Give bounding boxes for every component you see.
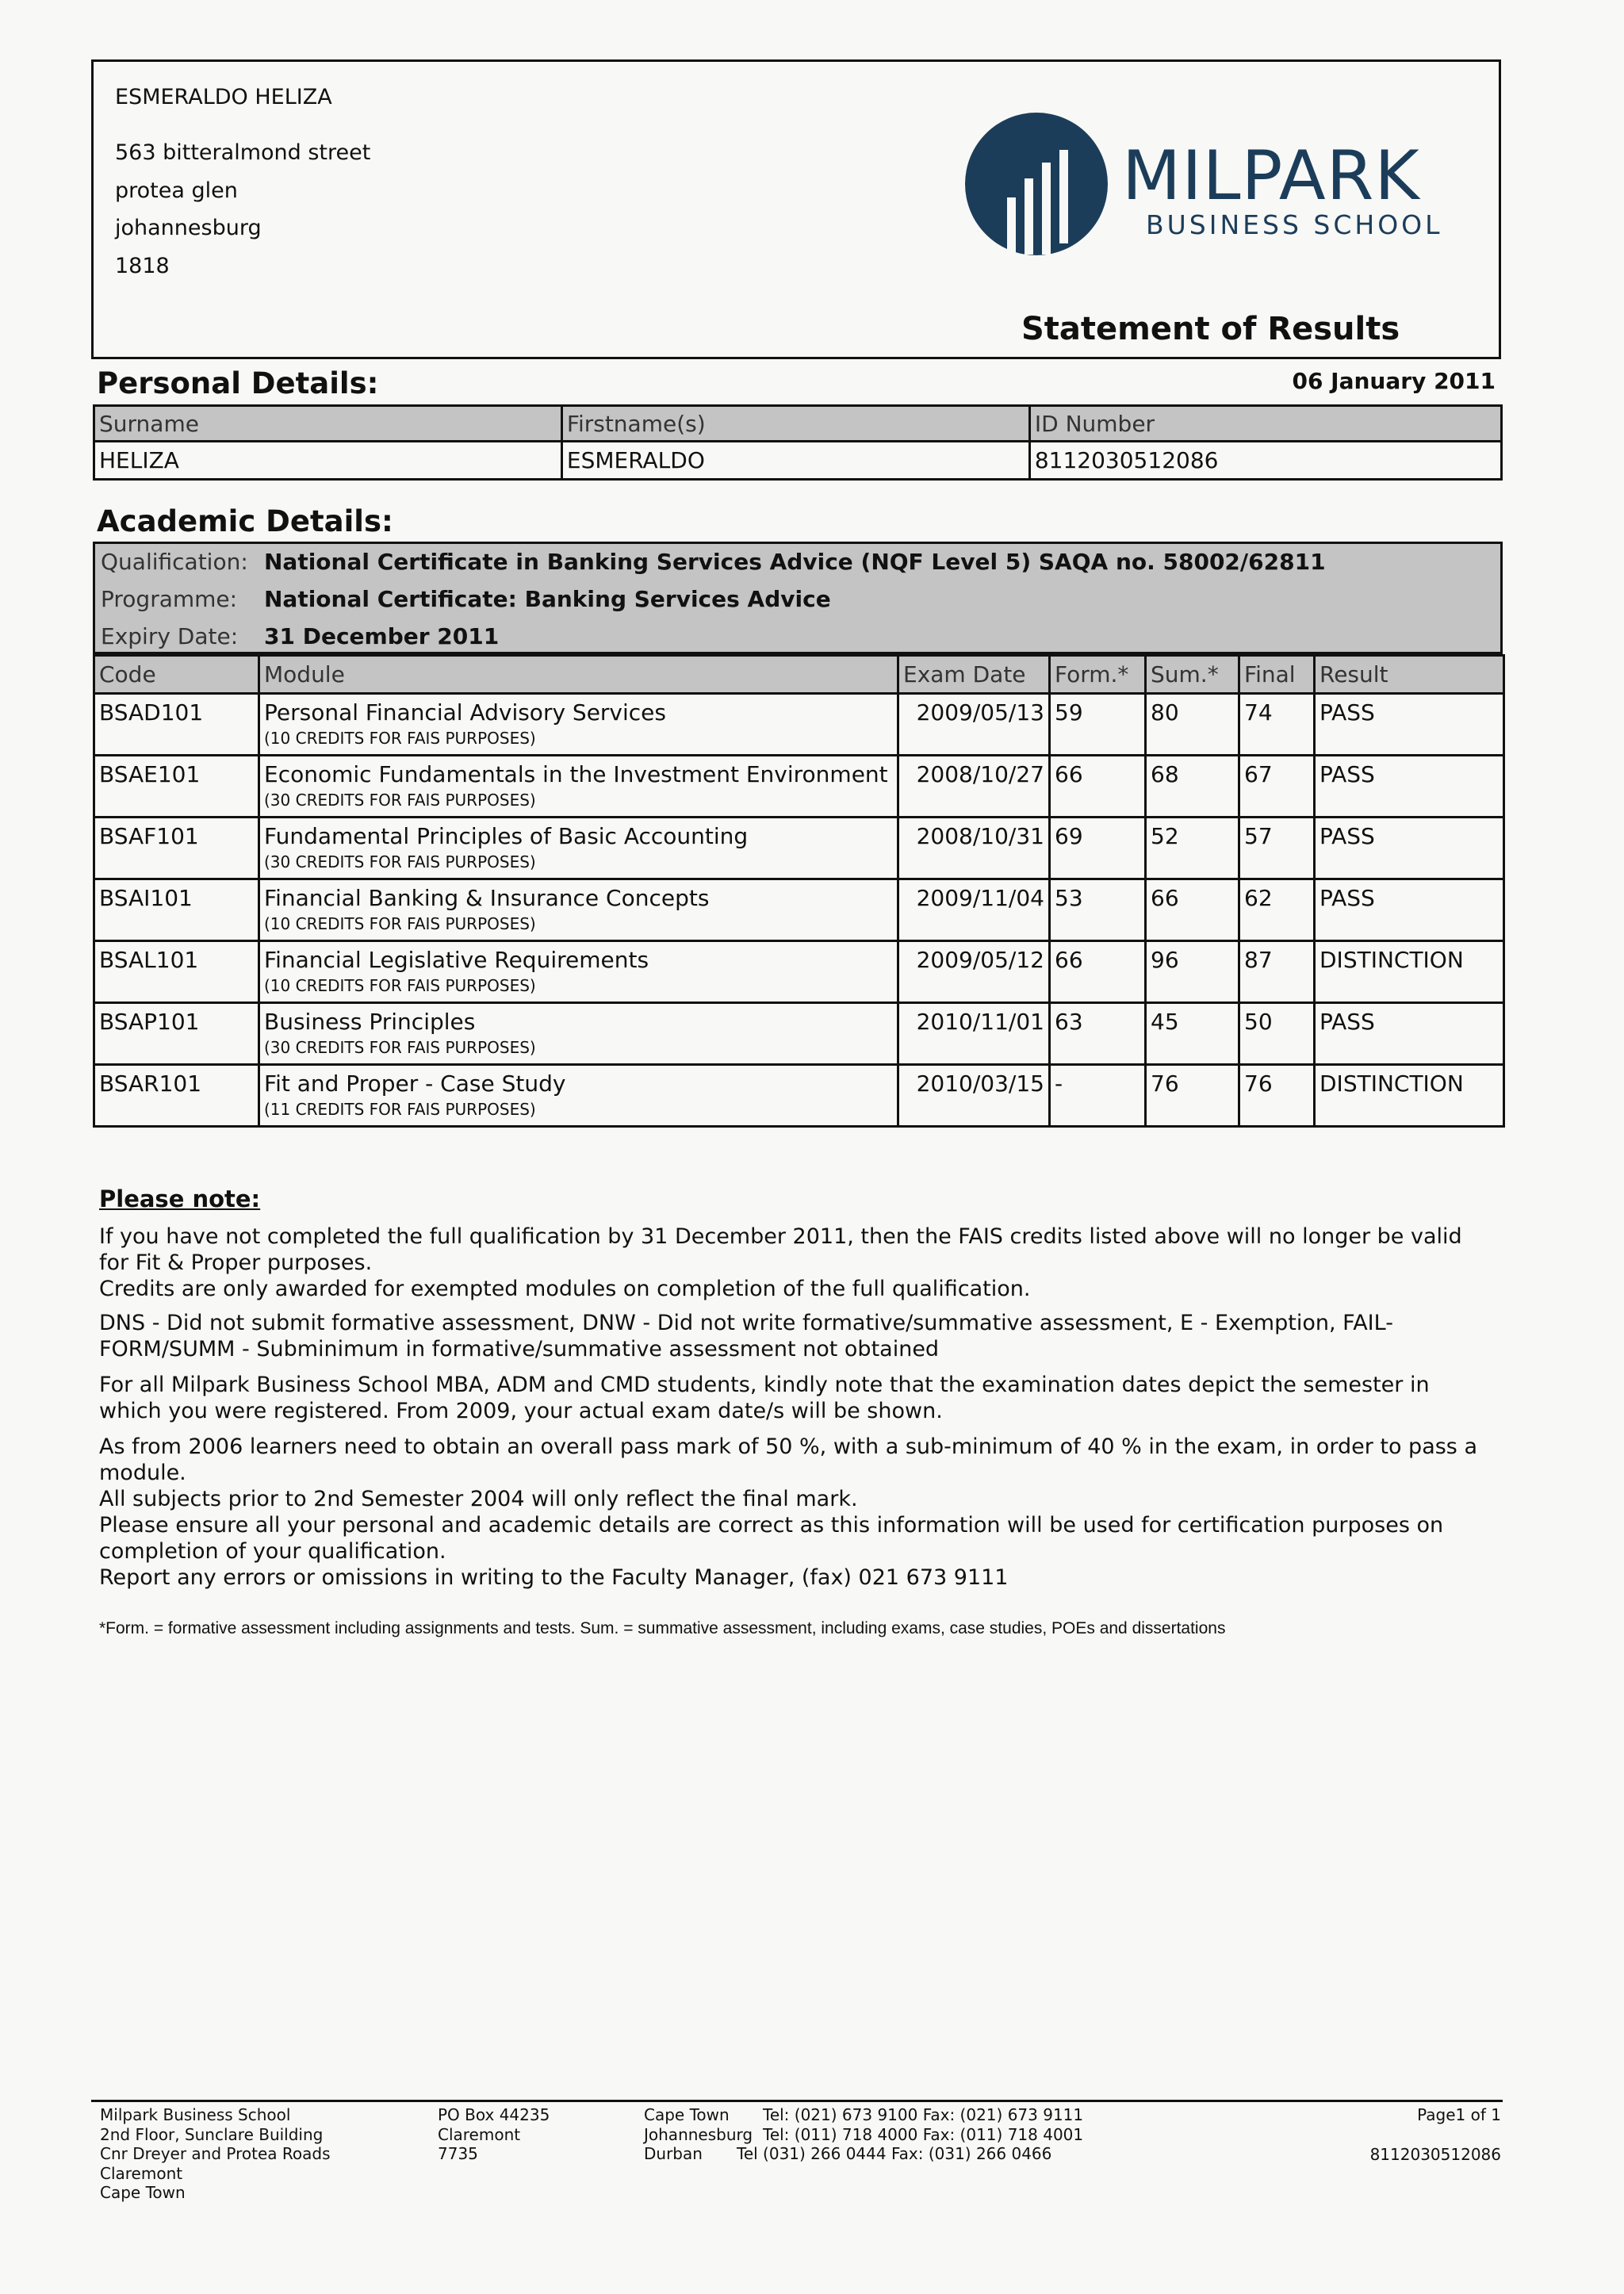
result: DISTINCTION [1315, 941, 1504, 1003]
module-cell [259, 1065, 898, 1127]
footnote: *Form. = formative assessment including assignments and tests. Sum. = summative assessment, including exams, case studies, POEs and dissertations [99, 1619, 1226, 1637]
form-mark: 66 [1050, 756, 1146, 818]
footer-address-line: Cnr Dreyer and Protea Roads [100, 2144, 331, 2163]
module-name: Financial Legislative Requirements [264, 947, 649, 973]
footer-city: Cape Town [644, 2105, 730, 2124]
logo-subtitle: BUSINESS SCHOOL [1146, 209, 1443, 240]
result: PASS [1315, 756, 1504, 818]
footer-page-info [1370, 2105, 1501, 2164]
module-name: Financial Banking & Insurance Concepts [264, 885, 710, 911]
table-row [94, 1003, 1504, 1065]
header-surname: Surname [94, 406, 562, 442]
table-row [94, 694, 1504, 756]
note-paragraph: Credits are only awarded for exempted modules on completion of the full qualification. [99, 1277, 1031, 1301]
module-cell [259, 1003, 898, 1065]
footer-divider [91, 2100, 1503, 2102]
programme-label: Programme: [101, 586, 238, 612]
document-date: 06 January 2011 [1292, 368, 1496, 394]
recipient-name: ESMERALDO HELIZA [115, 85, 332, 109]
table-row [94, 941, 1504, 1003]
result: PASS [1315, 818, 1504, 879]
header-exam-date: Exam Date [898, 656, 1050, 694]
header-final: Final [1239, 656, 1315, 694]
header-result: Result [1315, 656, 1504, 694]
sum-mark: 68 [1146, 756, 1239, 818]
page-number: Page1 of 1 [1417, 2105, 1501, 2124]
milpark-logo-icon [961, 109, 1112, 259]
address-line: 1818 [115, 254, 170, 278]
form-mark: 69 [1050, 818, 1146, 879]
header-code: Code [94, 656, 259, 694]
form-mark: 53 [1050, 879, 1146, 941]
result: PASS [1315, 879, 1504, 941]
form-mark: 63 [1050, 1003, 1146, 1065]
module-code: BSAI101 [94, 879, 259, 941]
note-paragraph: Report any errors or omissions in writing to the Faculty Manager, (fax) 021 673 9111 [99, 1565, 1009, 1590]
note-paragraph: If you have not completed the full qualification by 31 December 2011, then the FAIS credits listed above will no longer be valid for Fit & Proper purposes. [99, 1224, 1462, 1275]
footer-po-line: 7735 [438, 2144, 478, 2163]
exam-date: 2008/10/31 [898, 818, 1050, 879]
sum-mark: 96 [1146, 941, 1239, 1003]
personal-details-table [93, 404, 1503, 481]
footer-address-line: Milpark Business School [100, 2105, 291, 2124]
module-code: BSAF101 [94, 818, 259, 879]
final-mark: 67 [1239, 756, 1315, 818]
module-name: Business Principles [264, 1009, 476, 1035]
module-credits: (10 CREDITS FOR FAIS PURPOSES) [264, 976, 536, 995]
module-cell [259, 756, 898, 818]
note-paragraph: Please ensure all your personal and academic details are correct as this information will be used for certification purposes on completion of your qualification. [99, 1513, 1444, 1564]
final-mark: 50 [1239, 1003, 1315, 1065]
form-mark: 59 [1050, 694, 1146, 756]
result: PASS [1315, 694, 1504, 756]
note-paragraph: DNS - Did not submit formative assessment, DNW - Did not write formative/summative assessment, E - Exemption, FAIL-FORM/SUMM - Subminimum in formative/summative assessment not obtained [99, 1311, 1393, 1361]
footer-id-number: 8112030512086 [1369, 2144, 1501, 2164]
exam-date: 2008/10/27 [898, 756, 1050, 818]
exam-date: 2009/05/13 [898, 694, 1050, 756]
exam-date: 2009/11/04 [898, 879, 1050, 941]
footer-phone: Tel (031) 266 0444 Fax: (031) 266 0466 [737, 2144, 1052, 2163]
module-code: BSAL101 [94, 941, 259, 1003]
form-mark: - [1050, 1065, 1146, 1127]
id-number-value: 8112030512086 [1029, 442, 1501, 480]
module-name: Fit and Proper - Case Study [264, 1070, 566, 1097]
address-line: 563 bitteralmond street [115, 140, 371, 165]
footer-phone: Tel: (021) 673 9100 Fax: (021) 673 9111 [763, 2105, 1084, 2124]
final-mark: 76 [1239, 1065, 1315, 1127]
module-code: BSAE101 [94, 756, 259, 818]
module-code: BSAP101 [94, 1003, 259, 1065]
document-title: Statement of Results [1021, 311, 1400, 347]
header-module: Module [259, 656, 898, 694]
footer-city: Johannesburg [644, 2124, 753, 2144]
table-row [94, 879, 1504, 941]
footer-address-line: 2nd Floor, Sunclare Building [100, 2124, 324, 2144]
module-name: Fundamental Principles of Basic Accounting [264, 823, 749, 849]
expiry-value: 31 December 2011 [264, 623, 500, 649]
module-name: Economic Fundamentals in the Investment Environment [264, 761, 888, 787]
footer-address-line: Cape Town [100, 2183, 186, 2202]
note-paragraph: For all Milpark Business School MBA, ADM and CMD students, kindly note that the examination dates depict the semester in which you were registered. From 2009, your actual exam date/s will be shown. [99, 1373, 1430, 1423]
module-code: BSAD101 [94, 694, 259, 756]
academic-details-heading: Academic Details: [97, 504, 393, 538]
final-mark: 57 [1239, 818, 1315, 879]
form-mark: 66 [1050, 941, 1146, 1003]
table-row [94, 1065, 1504, 1127]
footer-address-line: Claremont [100, 2163, 183, 2183]
module-cell [259, 818, 898, 879]
module-name: Personal Financial Advisory Services [264, 699, 666, 726]
footer-phones [737, 2105, 1084, 2164]
module-cell [259, 879, 898, 941]
footer-po-box [438, 2105, 550, 2164]
module-code: BSAR101 [94, 1065, 259, 1127]
sum-mark: 45 [1146, 1003, 1239, 1065]
notes-heading: Please note: [99, 1185, 261, 1212]
qualification-label: Qualification: [101, 549, 248, 575]
final-mark: 62 [1239, 879, 1315, 941]
logo-wordmark: MILPARK [1122, 136, 1420, 216]
note-paragraph: All subjects prior to 2nd Semester 2004 will only reflect the final mark. [99, 1487, 858, 1511]
sum-mark: 52 [1146, 818, 1239, 879]
personal-details-heading: Personal Details: [97, 366, 379, 400]
qualification-block [93, 542, 1503, 654]
table-row [94, 756, 1504, 818]
exam-date: 2009/05/12 [898, 941, 1050, 1003]
results-table [93, 654, 1505, 1128]
final-mark: 74 [1239, 694, 1315, 756]
expiry-label: Expiry Date: [101, 623, 239, 649]
sum-mark: 80 [1146, 694, 1239, 756]
result: PASS [1315, 1003, 1504, 1065]
module-credits: (11 CREDITS FOR FAIS PURPOSES) [264, 1100, 536, 1119]
footer-po-line: PO Box 44235 [438, 2105, 550, 2124]
module-credits: (30 CREDITS FOR FAIS PURPOSES) [264, 1038, 536, 1057]
footer-address [100, 2105, 331, 2203]
sum-mark: 76 [1146, 1065, 1239, 1127]
final-mark: 87 [1239, 941, 1315, 1003]
module-credits: (10 CREDITS FOR FAIS PURPOSES) [264, 914, 536, 933]
module-credits: (10 CREDITS FOR FAIS PURPOSES) [264, 729, 536, 748]
footer-po-line: Claremont [438, 2124, 521, 2144]
module-credits: (30 CREDITS FOR FAIS PURPOSES) [264, 852, 536, 871]
address-line: johannesburg [115, 216, 262, 240]
header-sum: Sum.* [1146, 656, 1239, 694]
surname-value: HELIZA [94, 442, 562, 480]
module-credits: (30 CREDITS FOR FAIS PURPOSES) [264, 791, 536, 810]
results-header-row [94, 656, 1504, 694]
footer-phone: Tel: (011) 718 4000 Fax: (011) 718 4001 [763, 2124, 1084, 2144]
exam-date: 2010/03/15 [898, 1065, 1050, 1127]
address-line: protea glen [115, 178, 238, 203]
result: DISTINCTION [1315, 1065, 1504, 1127]
header-id-number: ID Number [1029, 406, 1501, 442]
note-paragraph: As from 2006 learners need to obtain an overall pass mark of 50 %, with a sub-minimum of 40 % in the exam, in order to pass a module. [99, 1434, 1478, 1485]
programme-value: National Certificate: Banking Services Advice [264, 586, 831, 612]
module-cell [259, 941, 898, 1003]
exam-date: 2010/11/01 [898, 1003, 1050, 1065]
firstnames-value: ESMERALDO [561, 442, 1029, 480]
qualification-value: National Certificate in Banking Services Advice (NQF Level 5) SAQA no. 58002/62811 [264, 549, 1326, 575]
header-form: Form.* [1050, 656, 1146, 694]
module-cell [259, 694, 898, 756]
sum-mark: 66 [1146, 879, 1239, 941]
table-row [94, 818, 1504, 879]
header-firstnames: Firstname(s) [561, 406, 1029, 442]
footer-city: Durban [644, 2144, 703, 2163]
